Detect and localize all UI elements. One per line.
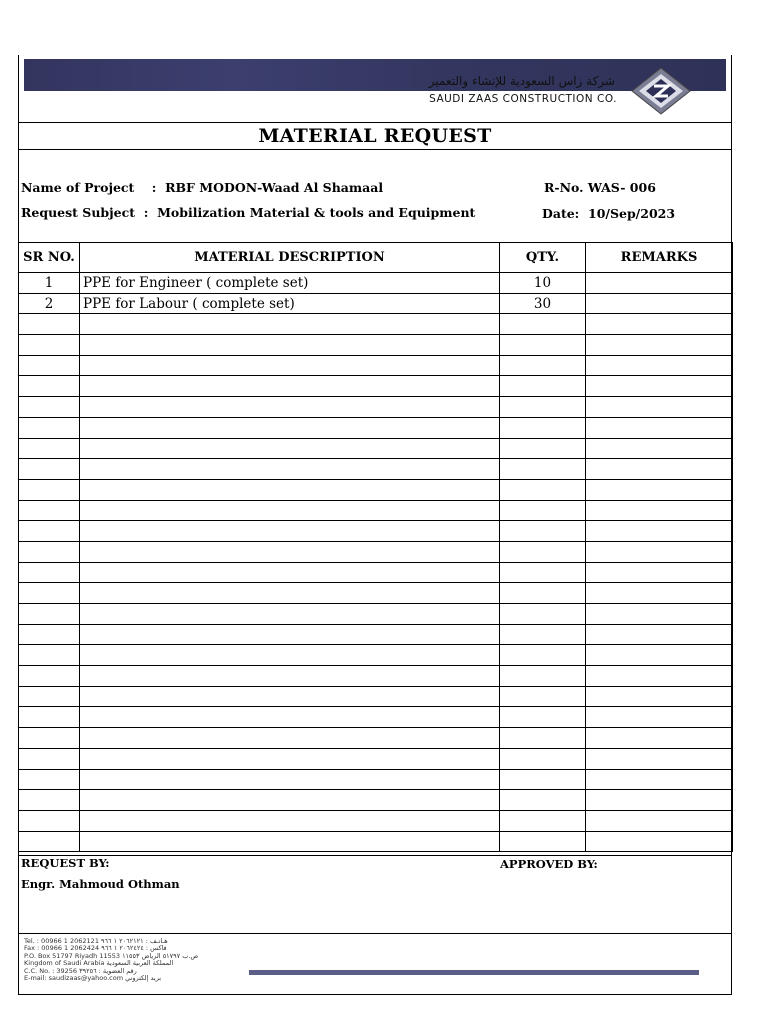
request-subject-label: Request Subject xyxy=(21,205,136,220)
sr-no-cell xyxy=(19,335,80,356)
remarks-cell xyxy=(586,583,733,604)
project-name-label: Name of Project xyxy=(21,180,135,195)
table-row xyxy=(19,728,733,749)
signature-divider xyxy=(18,855,732,856)
description-cell xyxy=(80,831,500,852)
description-cell xyxy=(80,335,500,356)
table-row xyxy=(19,583,733,604)
description-cell xyxy=(80,624,500,645)
letterhead-banner xyxy=(24,59,726,91)
table-row xyxy=(19,604,733,625)
project-name-value: RBF MODON-Waad Al Shamaal xyxy=(165,180,384,195)
table-row xyxy=(19,831,733,852)
table-row xyxy=(19,273,733,294)
remarks-cell xyxy=(586,293,733,314)
qty-cell xyxy=(500,479,586,500)
company-contact-block xyxy=(24,938,244,982)
remarks-cell xyxy=(586,521,733,542)
request-subject-line xyxy=(21,205,475,220)
remarks-cell xyxy=(586,459,733,480)
remarks-cell xyxy=(586,686,733,707)
table-row xyxy=(19,397,733,418)
material-table xyxy=(18,242,733,852)
sr-no-cell xyxy=(19,831,80,852)
table-row xyxy=(19,769,733,790)
description-cell xyxy=(80,376,500,397)
qty-cell xyxy=(500,686,586,707)
header-qty: QTY. xyxy=(500,243,586,273)
table-row xyxy=(19,479,733,500)
table-header-row xyxy=(19,243,733,273)
table-row xyxy=(19,459,733,480)
header-remarks: REMARKS xyxy=(586,243,733,273)
qty-cell xyxy=(500,314,586,335)
remarks-cell xyxy=(586,707,733,728)
description-cell xyxy=(80,686,500,707)
description-cell xyxy=(80,769,500,790)
remarks-cell xyxy=(586,541,733,562)
remarks-cell xyxy=(586,666,733,687)
qty-cell xyxy=(500,748,586,769)
description-cell xyxy=(80,314,500,335)
table-row xyxy=(19,666,733,687)
remarks-cell xyxy=(586,500,733,521)
description-cell xyxy=(80,810,500,831)
request-subject-sep: : xyxy=(143,205,149,220)
sr-no-cell xyxy=(19,376,80,397)
sr-no-cell xyxy=(19,479,80,500)
remarks-cell xyxy=(586,417,733,438)
qty-cell xyxy=(500,438,586,459)
description-cell xyxy=(80,417,500,438)
remarks-cell xyxy=(586,624,733,645)
qty-cell xyxy=(500,624,586,645)
contact-line: E-mail: saudizaas@yahoo.com بريد إلكتروني xyxy=(24,974,162,983)
description-cell xyxy=(80,562,500,583)
description-cell xyxy=(80,790,500,811)
company-name-english: SAUDI ZAAS CONSTRUCTION CO. xyxy=(429,93,617,105)
qty-cell xyxy=(500,790,586,811)
qty-cell xyxy=(500,604,586,625)
request-date-value: 10/Sep/2023 xyxy=(588,206,676,221)
header-sr-no: SR NO. xyxy=(19,243,80,273)
description-cell xyxy=(80,748,500,769)
contact-line: Kingdom of Saudi Arabia المملكة العربية السعودية xyxy=(24,959,174,968)
table-row xyxy=(19,376,733,397)
qty-cell xyxy=(500,376,586,397)
approved-by-label: APPROVED BY: xyxy=(500,857,598,871)
sr-no-cell xyxy=(19,624,80,645)
table-row xyxy=(19,500,733,521)
request-subject-value: Mobilization Material & tools and Equipment xyxy=(157,205,476,220)
description-cell xyxy=(80,500,500,521)
qty-cell xyxy=(500,335,586,356)
request-by-label: REQUEST BY: xyxy=(21,856,110,870)
contact-line: Fax : 00966 1 2062424 فاكس : ٢٠٦٢٤٢٤ ١ ٩٦٦ xyxy=(24,944,167,953)
qty-cell xyxy=(500,707,586,728)
qty-cell xyxy=(500,355,586,376)
qty-cell xyxy=(500,521,586,542)
contact-line: C.C. No. : 39256 رقم العضوية : ٣٩٢٥٦ xyxy=(24,966,137,975)
description-cell xyxy=(80,707,500,728)
description-cell xyxy=(80,479,500,500)
table-row xyxy=(19,417,733,438)
description-cell: PPE for Engineer ( complete set) xyxy=(80,273,500,294)
remarks-cell xyxy=(586,769,733,790)
qty-cell xyxy=(500,459,586,480)
sr-no-cell xyxy=(19,604,80,625)
qty-cell: 30 xyxy=(500,293,586,314)
remarks-cell xyxy=(586,604,733,625)
sr-no-cell: 2 xyxy=(19,293,80,314)
table-row xyxy=(19,293,733,314)
remarks-cell xyxy=(586,397,733,418)
letterhead-label-area xyxy=(24,91,726,121)
sr-no-cell xyxy=(19,583,80,604)
sr-no-cell xyxy=(19,500,80,521)
description-cell xyxy=(80,645,500,666)
description-cell xyxy=(80,459,500,480)
description-cell xyxy=(80,583,500,604)
qty-cell xyxy=(500,500,586,521)
request-number-label: R-No. xyxy=(544,180,584,195)
contact-line: Tel. : 00966 1 2062121 هـاتـف : ٢٠٦٢١٢١ ١ ٩٦٦ xyxy=(24,937,168,945)
qty-cell xyxy=(500,562,586,583)
description-cell xyxy=(80,728,500,749)
header-material-description: MATERIAL DESCRIPTION xyxy=(80,243,500,273)
remarks-cell xyxy=(586,479,733,500)
request-number-line xyxy=(544,180,656,195)
remarks-cell xyxy=(586,335,733,356)
remarks-cell xyxy=(586,748,733,769)
table-row xyxy=(19,521,733,542)
table-row xyxy=(19,355,733,376)
qty-cell xyxy=(500,417,586,438)
table-row xyxy=(19,314,733,335)
request-date-label: Date: xyxy=(542,206,580,221)
sr-no-cell xyxy=(19,397,80,418)
table-row xyxy=(19,748,733,769)
table-row xyxy=(19,335,733,356)
qty-cell xyxy=(500,666,586,687)
remarks-cell xyxy=(586,562,733,583)
table-row xyxy=(19,686,733,707)
table-row xyxy=(19,645,733,666)
sr-no-cell xyxy=(19,438,80,459)
qty-cell xyxy=(500,810,586,831)
sr-no-cell xyxy=(19,707,80,728)
zaas-diamond-logo-icon xyxy=(630,66,692,116)
sr-no-cell xyxy=(19,748,80,769)
description-cell xyxy=(80,604,500,625)
document-title: MATERIAL REQUEST xyxy=(258,125,492,147)
table-row xyxy=(19,707,733,728)
project-name-line xyxy=(21,180,383,195)
project-name-sep: : xyxy=(151,180,157,195)
remarks-cell xyxy=(586,810,733,831)
qty-cell xyxy=(500,769,586,790)
table-row xyxy=(19,790,733,811)
description-cell xyxy=(80,397,500,418)
sr-no-cell xyxy=(19,521,80,542)
footer-divider xyxy=(18,933,732,934)
remarks-cell xyxy=(586,355,733,376)
remarks-cell xyxy=(586,728,733,749)
remarks-cell xyxy=(586,645,733,666)
description-cell: PPE for Labour ( complete set) xyxy=(80,293,500,314)
request-by-name: Engr. Mahmoud Othman xyxy=(21,877,180,891)
remarks-cell xyxy=(586,438,733,459)
qty-cell xyxy=(500,728,586,749)
sr-no-cell xyxy=(19,686,80,707)
qty-cell xyxy=(500,541,586,562)
table-row xyxy=(19,541,733,562)
table-row xyxy=(19,810,733,831)
sr-no-cell xyxy=(19,810,80,831)
request-date-line xyxy=(542,206,675,221)
sr-no-cell xyxy=(19,666,80,687)
table-row xyxy=(19,562,733,583)
description-cell xyxy=(80,541,500,562)
remarks-cell xyxy=(586,831,733,852)
description-cell xyxy=(80,521,500,542)
sr-no-cell xyxy=(19,314,80,335)
company-name-arabic: شركة زاس السعودية للإنشاء والتعمير xyxy=(428,74,615,88)
sr-no-cell xyxy=(19,728,80,749)
qty-cell: 10 xyxy=(500,273,586,294)
remarks-cell xyxy=(586,376,733,397)
sr-no-cell: 1 xyxy=(19,273,80,294)
sr-no-cell xyxy=(19,459,80,480)
description-cell xyxy=(80,355,500,376)
remarks-cell xyxy=(586,273,733,294)
remarks-cell xyxy=(586,790,733,811)
sr-no-cell xyxy=(19,769,80,790)
sr-no-cell xyxy=(19,645,80,666)
title-divider xyxy=(18,149,732,150)
qty-cell xyxy=(500,645,586,666)
footer-decorative-bar xyxy=(249,970,699,975)
sr-no-cell xyxy=(19,562,80,583)
request-number-value: WAS- 006 xyxy=(587,180,656,195)
sr-no-cell xyxy=(19,417,80,438)
sr-no-cell xyxy=(19,541,80,562)
table-row xyxy=(19,624,733,645)
description-cell xyxy=(80,666,500,687)
sr-no-cell xyxy=(19,355,80,376)
qty-cell xyxy=(500,831,586,852)
table-row xyxy=(19,438,733,459)
qty-cell xyxy=(500,583,586,604)
contact-line: P.O. Box 51797 Riyadh 11553 ص.ب ٥١٧٩٧ الرياض ١١٥٥٣ xyxy=(24,951,199,960)
remarks-cell xyxy=(586,314,733,335)
sr-no-cell xyxy=(19,790,80,811)
description-cell xyxy=(80,438,500,459)
qty-cell xyxy=(500,397,586,418)
